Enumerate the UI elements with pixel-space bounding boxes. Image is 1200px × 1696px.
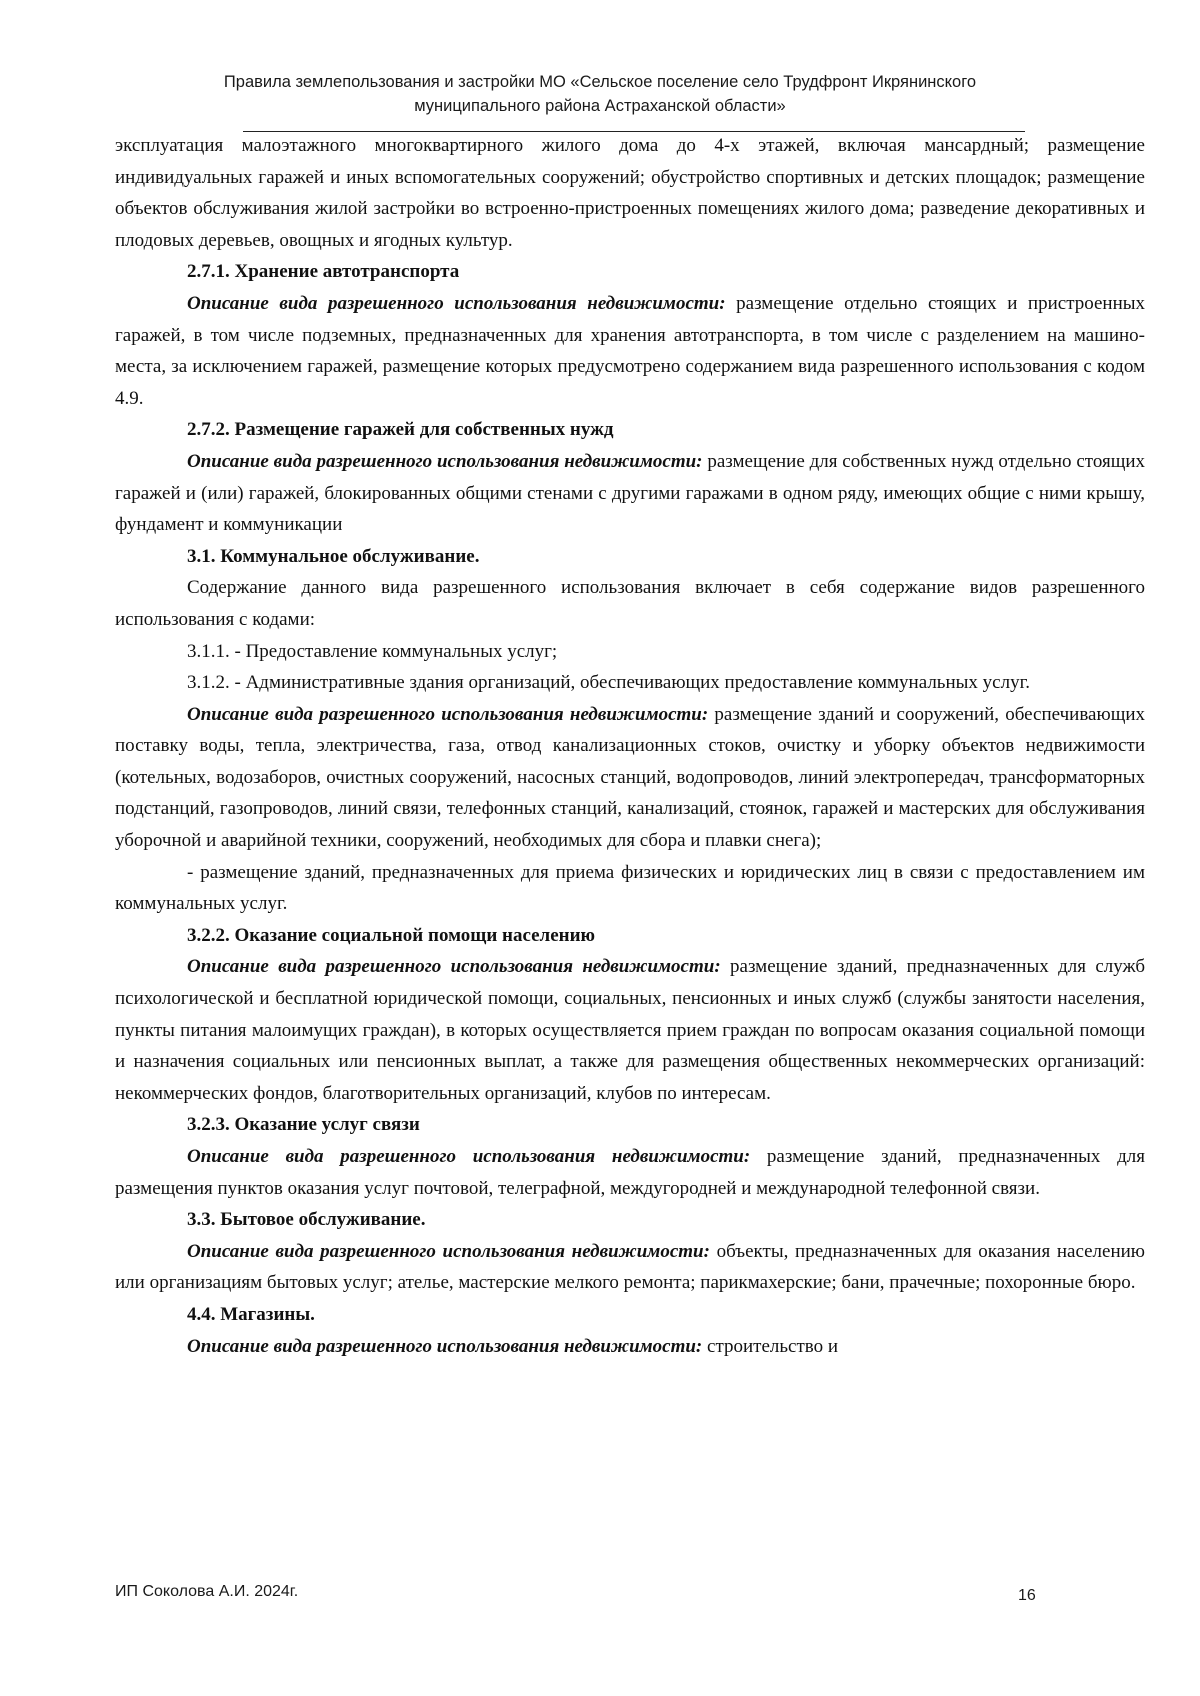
page-number: 16 [1018,1587,1036,1604]
header-line-1: Правила землепользования и застройки МО «Сельское поселение село Трудфронт Икрянинского [223,73,977,91]
paragraph-utilities [115,699,1145,857]
paragraph-own-garages [115,446,1145,541]
paragraph-vehicle-storage [115,288,1145,414]
running-header [160,70,1040,118]
section-heading-3-3: 3.3. Бытовое обслуживание. [187,1209,426,1231]
paragraph-code-3-1-1: 3.1.1. - Предоставление коммунальных услуг; [187,640,558,662]
paragraph-codes-intro: Содержание данного вида разрешенного использования включает в себя содержание видов разрешенного использования с кодами: [115,577,1145,630]
paragraph-consumer-services [115,1236,1145,1299]
description-label: Описание вида разрешенного использования недвижимости: [187,1335,703,1357]
section-heading-4-4: 4.4. Магазины. [187,1303,315,1325]
description-label: Описание вида разрешенного использования недвижимости: [187,1146,751,1167]
section-heading-3-2-3: 3.2.3. Оказание услуг связи [187,1114,420,1136]
paragraph-communication [115,1141,1145,1204]
document-body [115,130,1145,1362]
paragraph-text: размещение для собственных нужд отдельно стоящих гаражей и (или) гаражей, блокированных общими стенами с другими гаражами в одном ряду, имеющих общие с ними крышу, фундамент и коммуникации [115,450,1146,536]
paragraph-text: размещение зданий, предназначенных для размещения пунктов оказания услуг почтовой, телеграфной, междугородней и международной телефонной связи. [115,1146,1146,1199]
footer-author: ИП Соколова А.И. 2024г. [115,1583,299,1600]
paragraph-social-help [115,951,1145,1109]
paragraph-text: объекты, предназначенных для оказания населению или организациям бытовых услуг; ателье, мастерские мелкого ремонта; парикмахерские; бани, прачечные; похоронные бюро. [115,1240,1146,1294]
description-label: Описание вида разрешенного использования недвижимости: [187,703,709,725]
description-label: Описание вида разрешенного использования недвижимости: [187,450,703,472]
section-heading-2-7-2: 2.7.2. Размещение гаражей для собственных нужд [187,419,614,441]
description-label: Описание вида разрешенного использования недвижимости: [187,956,721,978]
description-label: Описание вида разрешенного использования недвижимости: [187,292,726,314]
paragraph-shops [115,1331,1145,1363]
paragraph-text: размещение зданий и сооружений, обеспечивающих поставку воды, тепла, электричества, газа, отвод канализационных стоков, очистку и уборку объектов недвижимости (котельных, водозаборов, очистных сооружений, насосных станций, водопроводов, линий электропередач, трансформаторных подстанций, газопроводов, линий связи, телефонных станций, канализаций, стоянок, гаражей и мастерских для обслуживания уборочной и аварийной техники, сооружений, необходимых для сбора и плавки снега); [115,703,1145,852]
section-heading-2-7-1: 2.7.1. Хранение автотранспорта [187,261,460,283]
header-line-2: муниципального района Астраханской области» [414,97,786,115]
description-label: Описание вида разрешенного использования недвижимости: [187,1240,710,1262]
paragraph-code-3-1-2: 3.1.2. - Административные здания организаций, обеспечивающих предоставление коммунальных услуг. [187,672,1030,694]
paragraph-utility-offices: - размещение зданий, предназначенных для приема физических и юридических лиц в связи с предоставлением им коммунальных услуг. [115,861,1145,915]
section-heading-3-1: 3.1. Коммунальное обслуживание. [187,545,480,567]
paragraph-text: размещение зданий, предназначенных для служб психологической и бесплатной юридической помощи, социальных, пенсионных и иных служб (службы занятости населения, пункты питания малоимущих граждан), в которых осуществляется прием граждан по вопросам оказания социальной помощи и назначения социальных или пенсионных выплат, а также для размещения общественных некоммерческих организаций: некоммерческих фондов, благотворительных организаций, клубов по интересам. [115,956,1146,1104]
paragraph-text: размещение отдельно стоящих и пристроенных гаражей, в том числе подземных, предназначенных для хранения автотранспорта, в том числе с разделением на машино-места, за исключением гаражей, размещение которых предусмотрено содержанием вида разрешенного использования с кодом 4.9. [115,292,1146,409]
section-heading-3-2-2: 3.2.2. Оказание социальной помощи населению [187,924,596,946]
paragraph-text: строительство и [707,1335,839,1357]
paragraph-residential-use: эксплуатация малоэтажного многоквартирного жилого дома до 4-х этажей, включая мансардный; размещение индивидуальных гаражей и иных вспомогательных сооружений; обустройство спортивных и детских площадок; размещение объектов обслуживания жилой застройки во встроенно-пристроенных помещениях жилого дома; разведение декоративных и плодовых деревьев, овощных и ягодных культур. [115,135,1145,251]
